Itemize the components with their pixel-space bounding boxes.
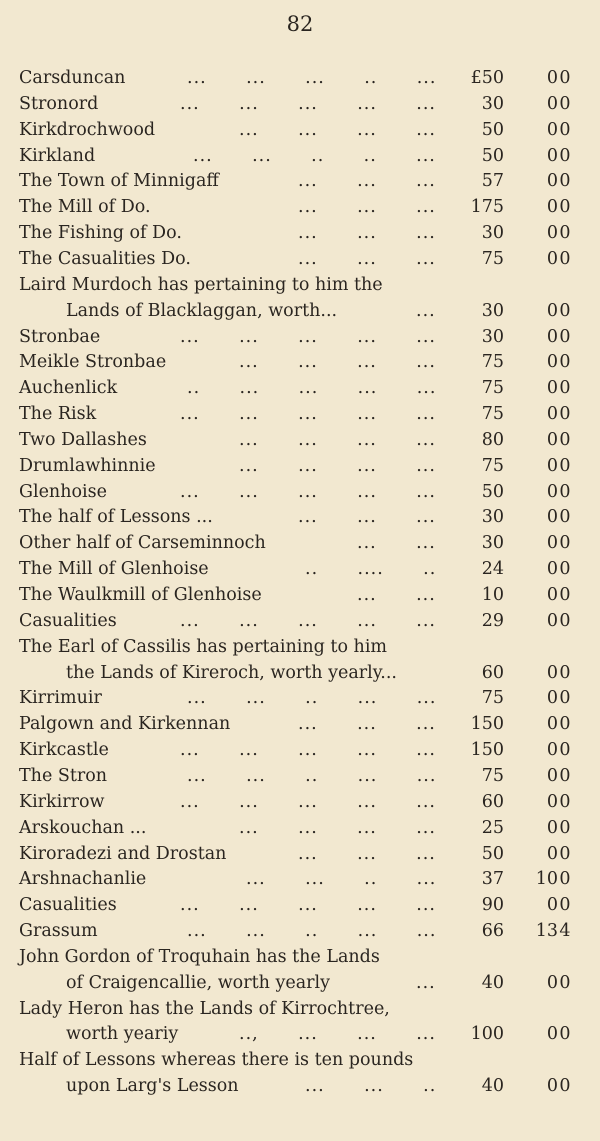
ledger-entry	[0, 608, 600, 634]
amount-shillings: 0	[546, 559, 558, 580]
ledger-entry	[0, 970, 600, 996]
amount-shillings: 0	[546, 481, 558, 502]
amount-pounds: 50	[481, 481, 504, 502]
leader-dots: ...	[416, 972, 436, 993]
ledger-entry	[0, 194, 600, 220]
amount-pounds: 60	[481, 791, 504, 812]
amount-shillings: 13	[535, 921, 558, 942]
leader-dots: ... ...	[357, 585, 436, 605]
entry-label: Kiroradezi and Drostan	[19, 843, 227, 864]
page-number: 82	[286, 12, 314, 36]
amount-pence: 0	[559, 662, 571, 683]
ledger-entry	[0, 479, 600, 505]
amount-pounds: £50	[470, 68, 504, 88]
entry-label: The Town of Minnigaff	[19, 171, 219, 192]
amount-shillings: 0	[546, 1076, 558, 1097]
leader-dots: ... ... ... ... ...	[180, 404, 436, 425]
leader-dots: ... ... ... ...	[239, 817, 436, 838]
entry-label: worth yeariy	[66, 1024, 179, 1045]
entry-label: The Fishing of Do.	[19, 223, 182, 244]
leader-dots: ... ... ... ...	[239, 352, 436, 373]
amount-shillings: 0	[546, 197, 558, 218]
amount-pence: 0	[559, 585, 571, 605]
amount-pence: 0	[559, 972, 571, 993]
leader-dots: ... ... ... ...	[239, 119, 436, 140]
amount-shillings: 0	[546, 895, 558, 916]
ledger-entry	[0, 375, 600, 401]
amount-pounds: 75	[481, 378, 504, 399]
amount-pence: 0	[559, 455, 571, 476]
amount-pounds: 75	[481, 765, 504, 786]
leader-dots: ... ... ..	[305, 1076, 437, 1097]
amount-pence: 0	[559, 688, 571, 709]
ledger-entry	[0, 91, 600, 117]
amount-pounds: 57	[481, 171, 504, 192]
entry-label: The Mill of Glenhoise	[19, 559, 209, 580]
ledger-entry	[0, 530, 600, 556]
amount-pence: 0	[559, 197, 571, 218]
amount-pence: 0	[559, 1024, 571, 1045]
amount-shillings: 0	[546, 429, 558, 450]
entry-label: Casualities	[19, 610, 117, 631]
amount-pounds: 30	[481, 326, 504, 347]
amount-shillings: 0	[546, 533, 558, 554]
ledger-entry	[0, 841, 600, 867]
leader-dots: .., ... ... ...	[239, 1024, 436, 1045]
amount-shillings: 0	[546, 817, 558, 838]
ledger-entry	[0, 866, 600, 892]
amount-pence: 0	[559, 817, 571, 838]
leader-dots: ... ... ... ... ...	[180, 93, 436, 114]
amount-shillings: 0	[546, 378, 558, 399]
amount-pounds: 100	[470, 1024, 504, 1045]
amount-pence: 0	[559, 843, 571, 864]
amount-shillings: 0	[546, 248, 558, 269]
amount-shillings: 0	[546, 171, 558, 192]
entry-label: Two Dallashes	[19, 429, 147, 450]
amount-pounds: 75	[481, 688, 504, 709]
amount-pounds: 37	[481, 869, 504, 890]
amount-pounds: 29	[481, 610, 504, 631]
ledger-entry	[0, 556, 600, 582]
ledger-entry	[0, 246, 600, 272]
entry-label: the Lands of Kireroch, worth yearly...	[66, 662, 397, 683]
amount-pounds: 25	[481, 817, 504, 838]
leader-dots: ... ... ... ...	[239, 455, 436, 476]
amount-shillings: 0	[546, 119, 558, 140]
leader-dots: ... ... ...	[298, 843, 436, 864]
amount-pounds: 30	[481, 223, 504, 244]
amount-shillings: 0	[546, 145, 558, 166]
entry-label: John Gordon of Troquhain has the Lands	[19, 946, 380, 967]
amount-pence: 0	[559, 93, 571, 114]
leader-dots: ... ... .. ... ...	[187, 688, 437, 709]
entry-label: Kirkdrochwood	[19, 119, 156, 140]
ledger-entry	[0, 143, 600, 169]
ledger-entry	[0, 944, 600, 970]
leader-dots: ... ... ...	[298, 197, 436, 218]
amount-shillings: 0	[546, 404, 558, 425]
entry-label: The Waulkmill of Glenhoise	[19, 585, 262, 605]
entry-label: of Craigencallie, worth yearly	[66, 972, 330, 993]
entry-label: Glenhoise	[19, 481, 107, 502]
ledger-entry	[0, 168, 600, 194]
amount-pence: 0	[559, 378, 571, 399]
entry-label: Lady Heron has the Lands of Kirrochtree,	[19, 998, 390, 1019]
ledger-entry	[0, 685, 600, 711]
entry-label: Kirrimuir	[19, 688, 102, 709]
amount-pence: 0	[559, 481, 571, 502]
entry-label: The Earl of Cassilis has pertaining to him	[19, 636, 388, 657]
ledger-entry	[0, 1073, 600, 1099]
ledger-entry	[0, 504, 600, 530]
leader-dots: ... ... ...	[298, 248, 436, 269]
amount-pounds: 60	[481, 662, 504, 683]
amount-pounds: 40	[481, 1076, 504, 1097]
entry-label: Stronbae	[19, 326, 101, 347]
amount-shillings: 10	[535, 869, 558, 890]
leader-dots: ... ... ... ... ...	[180, 481, 436, 502]
amount-shillings: 0	[546, 791, 558, 812]
amount-pence: 0	[559, 533, 571, 554]
leader-dots: ... ... .. ... ...	[187, 765, 437, 786]
amount-pounds: 50	[481, 119, 504, 140]
amount-shillings: 0	[546, 300, 558, 321]
leader-dots: ... ... ... ... ...	[180, 895, 436, 916]
amount-shillings: 0	[546, 507, 558, 528]
ledger-entry	[0, 220, 600, 246]
ledger-entry	[0, 453, 600, 479]
amount-pence: 0	[559, 300, 571, 321]
amount-shillings: 0	[546, 688, 558, 709]
leader-dots: ... ... .. ...	[246, 869, 437, 890]
leader-dots: ...	[416, 300, 436, 321]
leader-dots: ... ... ... ... ...	[180, 791, 436, 812]
ledger-entry	[0, 892, 600, 918]
amount-shillings: 0	[546, 455, 558, 476]
leader-dots: ... ... ...	[298, 714, 436, 735]
amount-pence: 0	[559, 765, 571, 786]
amount-pence: 0	[559, 714, 571, 735]
entry-label: Kirkland	[19, 145, 96, 166]
entry-label: Palgown and Kirkennan	[19, 714, 231, 735]
amount-pence: 0	[559, 507, 571, 528]
amount-shillings: 0	[546, 68, 558, 88]
amount-pence: 0	[559, 610, 571, 631]
amount-pounds: 75	[481, 248, 504, 269]
ledger-entry	[0, 763, 600, 789]
amount-pence: 0	[559, 740, 571, 761]
leader-dots: ... ... ... ... ...	[180, 326, 436, 347]
ledger-entry	[0, 918, 600, 944]
entry-label: Kirkirrow	[19, 791, 105, 812]
ledger-entry	[0, 427, 600, 453]
amount-shillings: 0	[546, 352, 558, 373]
ledger-entry	[0, 789, 600, 815]
amount-pence: 0	[559, 1076, 571, 1097]
amount-pence: 0	[559, 326, 571, 347]
ledger-entry	[0, 117, 600, 143]
amount-pounds: 150	[470, 740, 504, 761]
amount-pence: 0	[559, 404, 571, 425]
leader-dots: ... ... .. .. ...	[193, 145, 436, 166]
ledger-entry	[0, 582, 600, 608]
leader-dots: ... ... ...	[298, 507, 436, 528]
amount-pounds: 75	[481, 455, 504, 476]
entry-label: Laird Murdoch has pertaining to him the	[19, 274, 383, 295]
amount-pence: 0	[559, 119, 571, 140]
amount-pence: 0	[559, 352, 571, 373]
amount-pence: 0	[559, 171, 571, 192]
leader-dots: .. .... ..	[305, 559, 437, 580]
entry-label: The Casualities Do.	[19, 248, 191, 269]
amount-pence: 0	[559, 145, 571, 166]
amount-pounds: 80	[481, 429, 504, 450]
amount-pounds: 75	[481, 404, 504, 425]
amount-shillings: 0	[546, 714, 558, 735]
entry-label: The half of Lessons ...	[19, 507, 213, 528]
ledger-entry	[0, 1047, 600, 1073]
entry-label: Half of Lessons whereas there is ten pounds	[19, 1050, 414, 1071]
amount-shillings: 0	[546, 326, 558, 347]
amount-pounds: 30	[481, 507, 504, 528]
ledger-entry	[0, 349, 600, 375]
ledger-entry	[0, 401, 600, 427]
leader-dots: ... ... .. ... ...	[187, 921, 437, 942]
ledger-entry	[0, 737, 600, 763]
entry-label: Carsduncan	[19, 68, 126, 88]
amount-shillings: 0	[546, 93, 558, 114]
entry-label: Drumlawhinnie	[19, 455, 156, 476]
ledger-entry	[0, 1021, 600, 1047]
amount-pounds: 90	[481, 895, 504, 916]
entry-label: Arshnachanlie	[19, 869, 147, 890]
amount-pence: 0	[559, 791, 571, 812]
amount-shillings: 0	[546, 223, 558, 244]
amount-pounds: 50	[481, 843, 504, 864]
leader-dots: ... ... ... .. ...	[187, 68, 437, 88]
leader-dots: ... ... ... ... ...	[180, 740, 436, 761]
ledger-entry	[0, 634, 600, 660]
entry-label: upon Larg's Lesson	[66, 1076, 239, 1097]
ledger-entry	[0, 298, 600, 324]
amount-pence: 0	[559, 68, 571, 88]
amount-pence: 0	[559, 429, 571, 450]
ledger-entry	[0, 65, 600, 91]
amount-shillings: 0	[546, 843, 558, 864]
amount-pence: 0	[559, 895, 571, 916]
amount-shillings: 0	[546, 740, 558, 761]
entry-label: Kirkcastle	[19, 740, 109, 761]
entry-label: Stronord	[19, 93, 99, 114]
leader-dots: ... ... ... ...	[239, 429, 436, 450]
amount-shillings: 0	[546, 662, 558, 683]
leader-dots: ... ... ...	[298, 171, 436, 192]
leader-dots: ... ... ... ... ...	[180, 610, 436, 631]
leader-dots: .. ... ... ... ...	[187, 378, 437, 399]
amount-shillings: 0	[546, 765, 558, 786]
amount-pounds: 50	[481, 145, 504, 166]
entry-label: The Risk	[19, 404, 97, 425]
ledger-entry	[0, 815, 600, 841]
entry-label: Arskouchan ...	[19, 817, 147, 838]
entry-label: Casualities	[19, 895, 117, 916]
amount-pounds: 30	[481, 533, 504, 554]
amount-shillings: 0	[546, 585, 558, 605]
entry-label: Grassum	[19, 921, 98, 942]
amount-shillings: 0	[546, 972, 558, 993]
entry-label: The Stron	[19, 765, 108, 786]
amount-pounds: 10	[481, 585, 504, 605]
amount-pounds: 175	[470, 197, 504, 218]
ledger-entry	[0, 996, 600, 1022]
amount-pence: 4	[559, 921, 571, 942]
ledger-entry	[0, 324, 600, 350]
ledger-entry	[0, 272, 600, 298]
amount-pounds: 24	[481, 559, 504, 580]
amount-pounds: 30	[481, 300, 504, 321]
amount-pence: 0	[559, 869, 571, 890]
amount-pence: 0	[559, 223, 571, 244]
amount-shillings: 0	[546, 610, 558, 631]
entry-label: Other half of Carseminnoch	[19, 533, 266, 554]
ledger-entry	[0, 711, 600, 737]
amount-pounds: 66	[481, 921, 504, 942]
entry-label: Auchenlick	[19, 378, 118, 399]
amount-pence: 0	[559, 559, 571, 580]
amount-pence: 0	[559, 248, 571, 269]
amount-pounds: 150	[470, 714, 504, 735]
entry-label: Lands of Blacklaggan, worth...	[66, 300, 338, 321]
amount-shillings: 0	[546, 1024, 558, 1045]
amount-pounds: 40	[481, 972, 504, 993]
leader-dots: ... ...	[357, 533, 436, 554]
ledger-entry	[0, 660, 600, 686]
amount-pounds: 75	[481, 352, 504, 373]
entry-label: Meikle Stronbae	[19, 352, 167, 373]
entry-label: The Mill of Do.	[19, 197, 151, 218]
leader-dots: ... ... ...	[298, 223, 436, 244]
amount-pounds: 30	[481, 93, 504, 114]
